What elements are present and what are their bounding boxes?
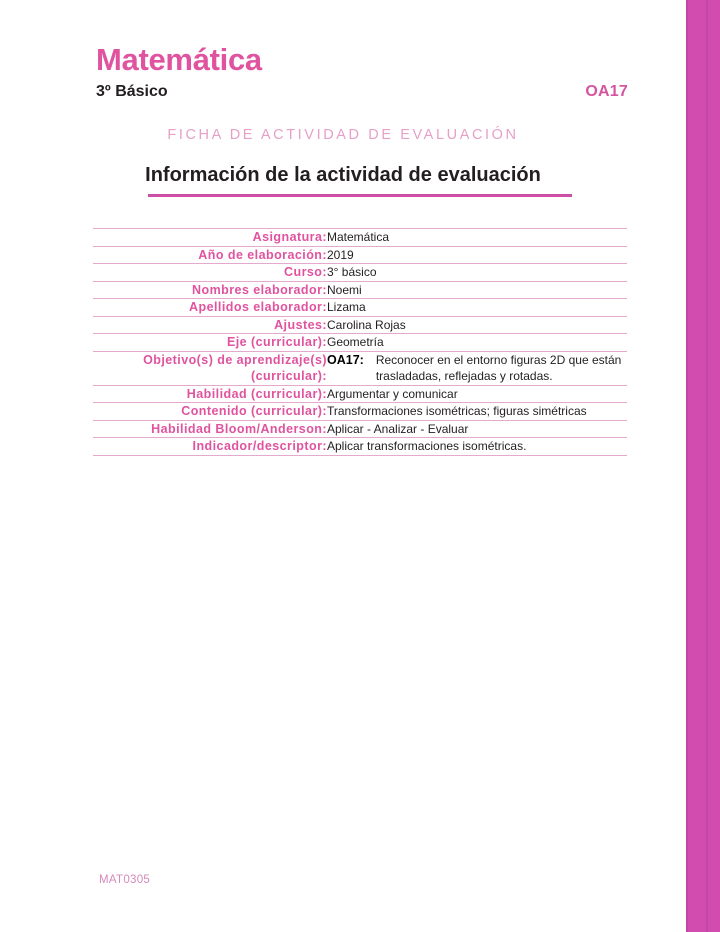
row-label: Habilidad (curricular): [186,386,327,401]
table-row [93,385,627,403]
row-value: Carolina Rojas [327,317,406,332]
row-label: Indicador/descriptor: [192,439,327,454]
table-row [93,403,627,421]
row-value: Aplicar - Analizar - Evaluar [327,421,469,436]
table-row [93,281,627,299]
row-value: 3° básico [327,265,377,279]
objective-label-line2: (curricular): [250,369,327,383]
row-label: Ajustes: [274,317,327,332]
table-row [93,438,627,456]
activity-info-table-body [93,229,627,456]
grade-level: 3º Básico [96,83,168,100]
table-row [93,334,627,352]
row-value: Argumentar y comunicar [327,386,458,401]
objective-label-line1: Objetivo(s) de aprendizaje(s) [143,352,327,367]
side-bar-edge-inner [706,0,708,932]
document-code: MAT0305 [99,874,151,886]
page-title-wrapper [0,164,686,187]
header-meta-row [96,83,628,101]
row-value: Noemi [327,282,362,297]
objective-pair [327,352,627,385]
row-value: Lizama [327,300,366,314]
document-header [96,44,628,101]
table-row [93,299,627,317]
subject-title: Matemática [96,42,262,77]
row-label: Nombres elaborador: [192,282,327,297]
oa-code-badge: OA17 [585,83,628,100]
side-bar-edge-left [686,0,688,932]
row-label: Apellidos elaborador: [189,300,327,314]
table-row [93,264,627,282]
table-row [93,229,627,247]
row-value: Aplicar transformaciones isométricas. [327,439,527,454]
row-label: Año de elaboración: [198,247,327,262]
table-row [93,316,627,334]
document-type-label: FICHA DE ACTIVIDAD DE EVALUACIÓN [167,127,519,143]
table-row-objective [93,351,627,385]
activity-info-table [93,228,627,456]
row-label: Asignatura: [252,230,327,244]
row-value: Transformaciones isométricas; figuras simétricas [327,404,587,419]
page-title-underline [148,194,572,197]
row-label: Eje (curricular): [226,335,327,349]
decorative-side-bar [686,0,720,932]
table-row [93,246,627,264]
objective-description: Reconocer en el entorno figuras 2D que están trasladadas, reflejadas y rotadas. [375,352,622,384]
row-value: Geometría [327,335,384,349]
row-label: Habilidad Bloom/Anderson: [151,421,327,436]
row-value-objective [327,351,627,385]
row-value: Matemática [327,230,390,244]
objective-code: OA17: [327,352,364,367]
table-row [93,420,627,438]
row-label: Curso: [284,265,327,279]
row-label: Contenido (curricular): [181,404,327,419]
row-value: 2019 [327,247,354,262]
page-title: Información de la actividad de evaluación [145,164,541,186]
row-label-objective [93,351,327,385]
